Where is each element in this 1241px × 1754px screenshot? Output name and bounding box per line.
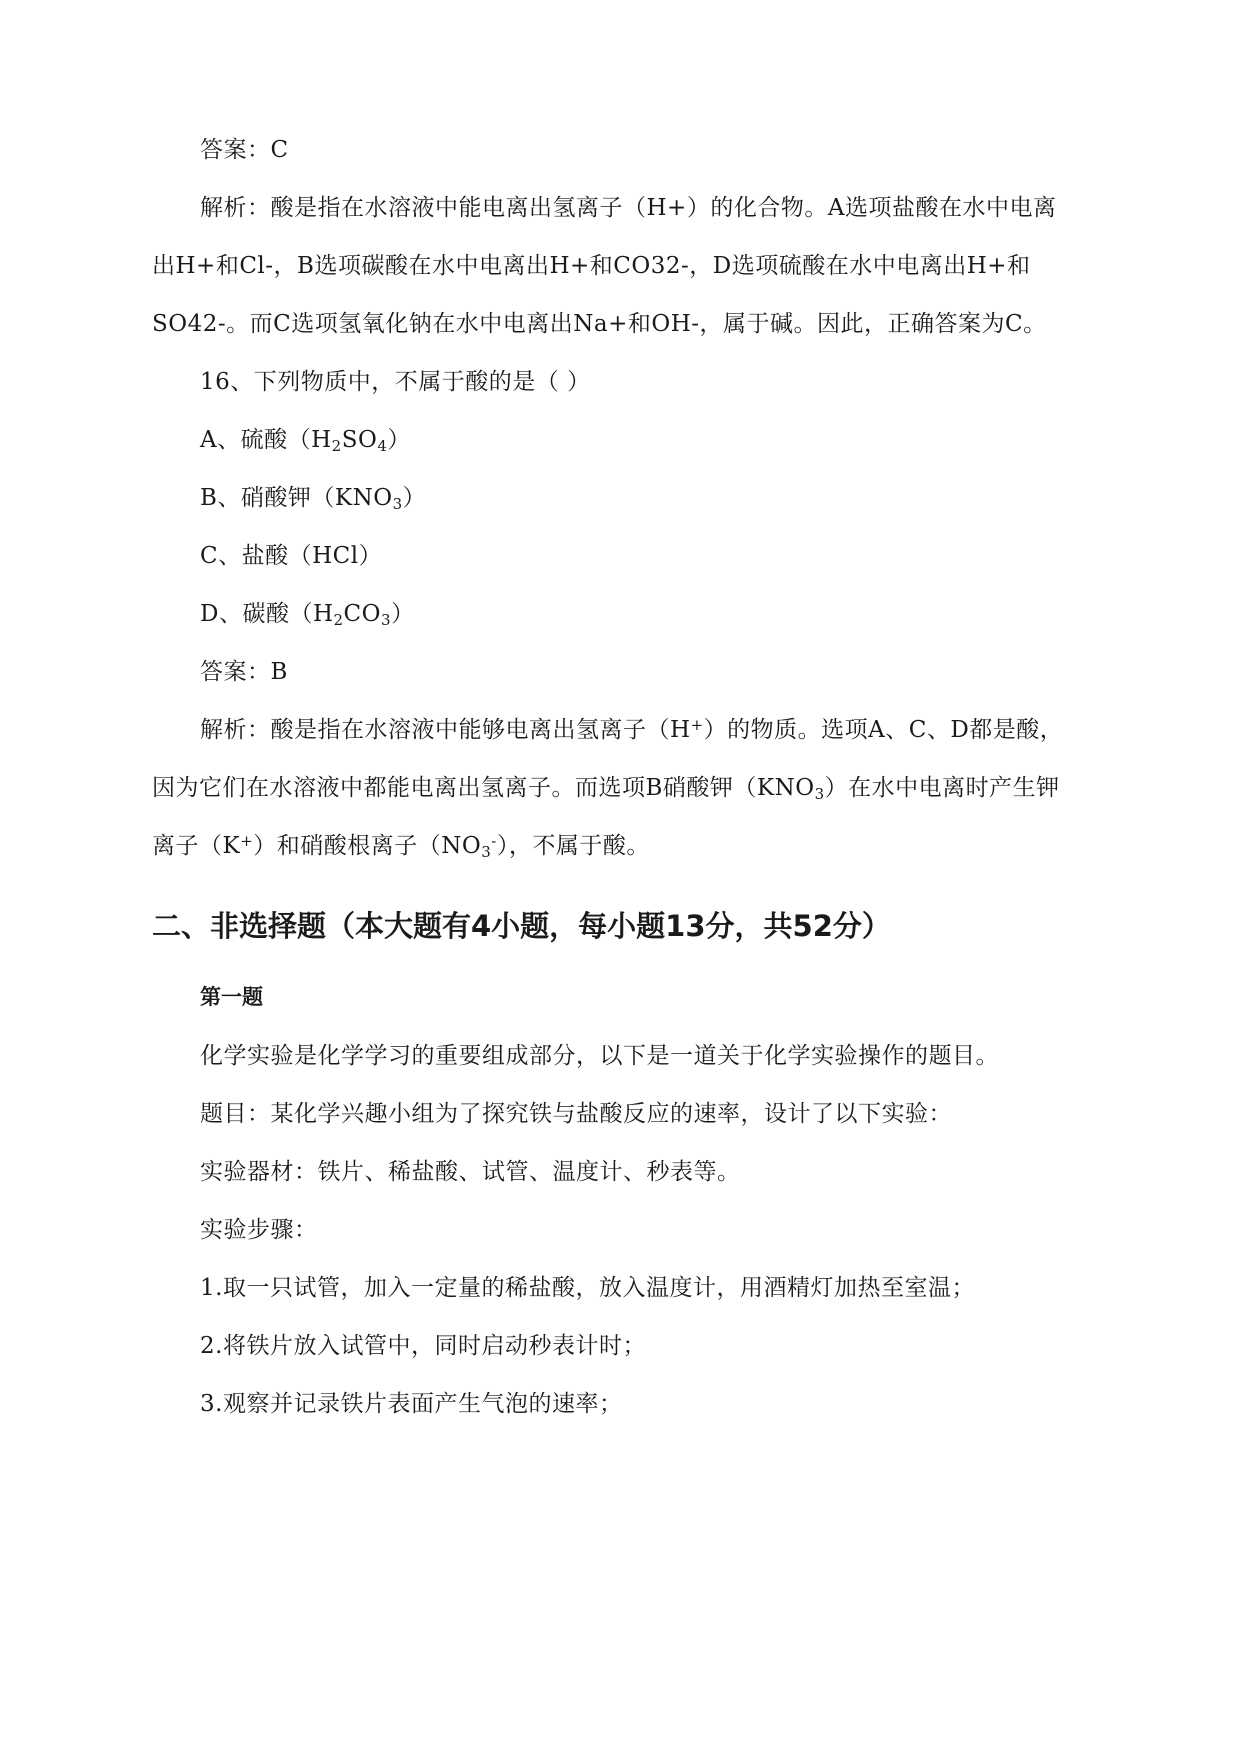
question-16-stem: 16、下列物质中，不属于酸的是（ ）	[200, 369, 591, 395]
section-line-2: 题目：某化学兴趣小组为了探究铁与盐酸反应的速率，设计了以下实验：	[200, 1101, 952, 1127]
analysis-16-line-3: 离子（K+）和硝酸根离子$(NO_3^-)$，不属于酸。	[152, 832, 650, 861]
analysis-16-line-1: 解析：酸是指在水溶液中能够电离出氢离子（H+）的物质。选项A、C、D都是酸，	[200, 716, 1064, 743]
analysis-15-line-1: 解析：酸是指在水溶液中能电离出氢离子（H+）的化合物。A选项盐酸在水中电离	[200, 195, 1057, 221]
question-1-title: 第一题	[200, 985, 263, 1009]
analysis-16-line-2: 因为它们在水溶液中都能电离出氢离子。而选项B硝酸钾$(KNO_3)$在水中电离时产生钾	[152, 775, 1060, 803]
option-a: A、硫酸$(H_2SO_4)$	[200, 427, 411, 455]
section-line-3: 实验器材：铁片、稀盐酸、试管、温度计、秒表等。	[200, 1159, 741, 1185]
analysis-15-line-3: SO42-。而C选项氢氧化钠在水中电离出Na+和OH-，属于碱。因此，正确答案为C。	[152, 311, 1047, 337]
section-line-1: 化学实验是化学学习的重要组成部分，以下是一道关于化学实验操作的题目。	[200, 1043, 999, 1069]
option-d: D、碳酸$(H_2CO_3)$	[200, 601, 415, 629]
analysis-15-line-2: 出H+和Cl-，B选项碳酸在水中电离出H+和CO32-，D选项硫酸在水中电离出H+和	[152, 253, 1031, 279]
step-2: 2.将铁片放入试管中，同时启动秒表计时；	[200, 1333, 646, 1359]
step-3: 3.观察并记录铁片表面产生气泡的速率；	[200, 1391, 623, 1417]
answer-16: 答案：B	[200, 659, 288, 685]
section-line-4: 实验步骤：	[200, 1217, 318, 1243]
option-b: B、硝酸钾$(KNO_3)$	[200, 485, 427, 513]
step-1: 1.取一只试管，加入一定量的稀盐酸，放入温度计，用酒精灯加热至室温；	[200, 1275, 975, 1301]
option-c: C、盐酸（HCl）	[200, 543, 383, 569]
answer-15: 答案：C	[200, 137, 289, 163]
section-heading: 二、非选择题（本大题有4小题，每小题13分，共52分）	[152, 909, 891, 943]
